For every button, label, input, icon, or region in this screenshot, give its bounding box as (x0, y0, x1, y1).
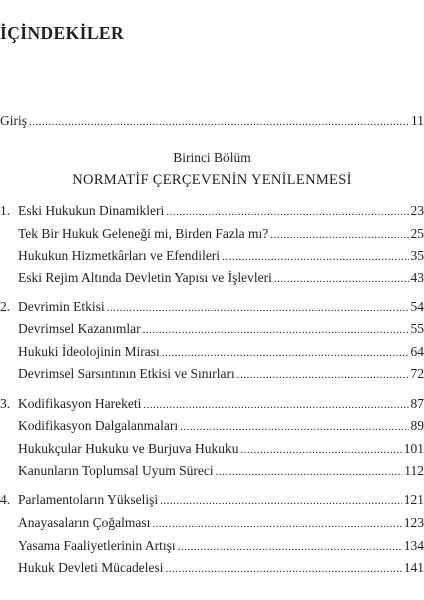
dot-leader (143, 324, 409, 336)
section-title: Yasama Faaliyetlerinin Artışı (18, 538, 176, 553)
section-title: Hukuk Devleti Mücadelesi (18, 560, 164, 575)
page-number: 72 (410, 366, 424, 381)
toc-section[interactable] (18, 515, 424, 533)
chapter-number: 1. (0, 203, 11, 218)
dot-leader (274, 273, 409, 285)
dot-leader (216, 466, 403, 478)
dot-leader (222, 251, 408, 263)
dot-leader (162, 347, 409, 359)
page-number: 123 (403, 515, 424, 530)
section-title: Anayasaların Çoğalması (18, 515, 151, 530)
toc-section[interactable] (18, 463, 424, 481)
page-number: 87 (410, 396, 424, 411)
page-number: 23 (410, 203, 424, 218)
section-title: Tek Bir Hukuk Geleneği mi, Birden Fazla mı? (18, 226, 269, 241)
section-title: Hukukun Hizmetkârları ve Efendileri (18, 248, 221, 263)
page-number: 11 (411, 113, 424, 128)
dot-leader (165, 563, 401, 575)
part-label: Birinci Bölüm (173, 150, 251, 165)
page-number: 64 (410, 344, 424, 359)
chapter-number: 4. (0, 492, 11, 507)
chapter-title: Parlamentoların Yükselişi (18, 492, 159, 507)
page-number: 89 (410, 418, 424, 433)
chapter-title: Eski Hukukun Dinamikleri (18, 203, 165, 218)
toc-section[interactable] (18, 366, 424, 384)
page-number: 101 (403, 441, 424, 456)
toc-chapter-2[interactable] (0, 299, 424, 317)
chapter-title: Kodifikasyon Hareketi (18, 396, 142, 411)
toc-chapter-4[interactable] (0, 492, 424, 510)
dot-leader (240, 444, 401, 456)
page-number: 134 (403, 538, 424, 553)
dot-leader (152, 518, 401, 530)
toc-section[interactable] (18, 226, 424, 244)
chapter-number: 2. (0, 299, 11, 314)
page-number: 54 (410, 299, 424, 314)
section-title: Devrimsel Kazanımlar (18, 321, 141, 336)
toc-section[interactable] (18, 560, 424, 578)
section-title: Kanunların Toplumsal Uyum Süreci (18, 463, 214, 478)
section-title: Hukukçular Hukuku ve Burjuva Hukuku (18, 441, 239, 456)
page-number: 141 (403, 560, 424, 575)
toc-section[interactable] (18, 321, 424, 339)
chapter-number: 3. (0, 396, 11, 411)
section-title: Kodifikasyon Dalgalanmaları (18, 418, 179, 433)
page-number: 112 (404, 463, 424, 478)
dot-leader (178, 541, 402, 553)
section-title: Eski Rejim Altında Devletin Yapısı ve İşlevleri (18, 270, 272, 285)
toc-section[interactable] (18, 441, 424, 459)
page-number: 25 (410, 226, 424, 241)
page-number: 35 (410, 248, 424, 263)
toc-section[interactable] (18, 270, 424, 288)
chapter-title: Devrimin Etkisi (18, 299, 105, 314)
dot-leader (166, 206, 408, 218)
toc-section[interactable] (18, 344, 424, 362)
dot-leader (160, 495, 402, 507)
toc-entry-intro[interactable] (0, 113, 424, 131)
dot-leader (270, 229, 408, 241)
dot-leader (143, 399, 408, 411)
section-title: Hukuki İdeolojinin Mirası (18, 344, 160, 359)
page-title: İÇİNDEKİLER (0, 23, 125, 43)
dot-leader (107, 302, 409, 314)
page-number: 55 (410, 321, 424, 336)
section-title: Devrimsel Sarsıntının Etkisi ve Sınırları (18, 366, 235, 381)
page-number: 121 (403, 492, 424, 507)
toc-section[interactable] (18, 538, 424, 556)
toc-section[interactable] (18, 418, 424, 436)
toc-section[interactable] (18, 248, 424, 266)
dot-leader (180, 421, 408, 433)
toc-entry-label: Giriş (0, 113, 27, 128)
dot-leader (237, 369, 409, 381)
dot-leader (29, 116, 409, 128)
page-number: 43 (410, 270, 424, 285)
part-title: NORMATİF ÇERÇEVENİN YENİLENMESİ (72, 172, 352, 188)
toc-chapter-3[interactable] (0, 396, 424, 414)
toc-chapter-1[interactable] (0, 203, 424, 221)
